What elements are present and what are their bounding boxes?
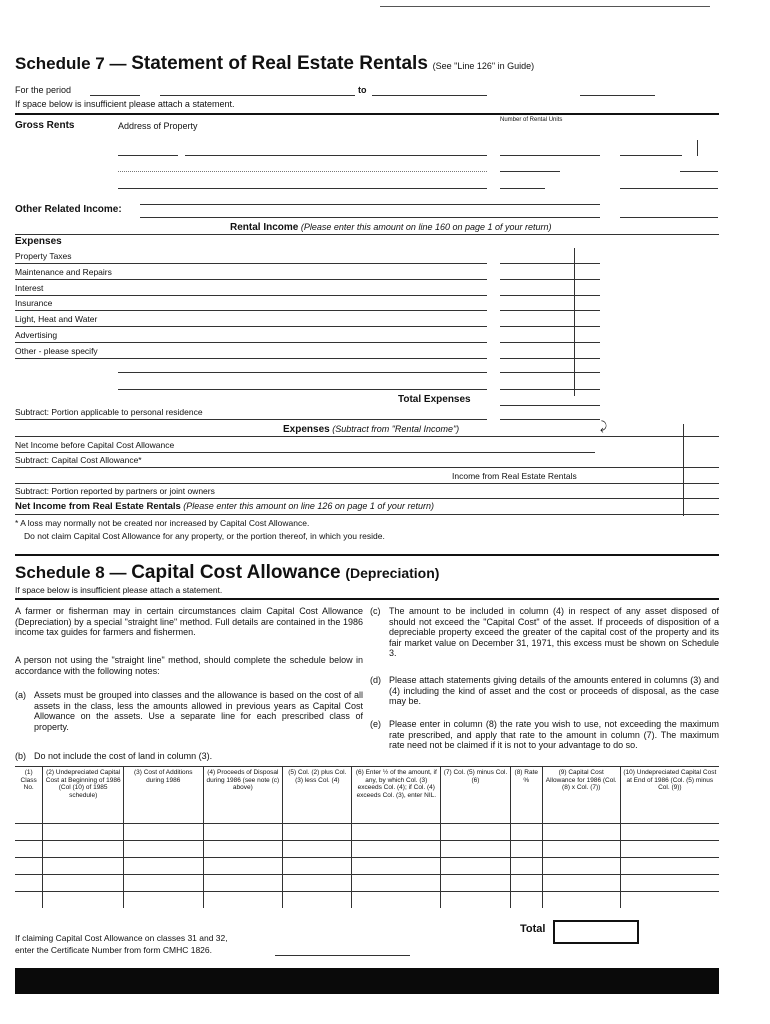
cca-cell[interactable]	[203, 875, 283, 892]
rental-income-note: (Please enter this amount on line 160 on page 1 of your return)	[300, 222, 552, 232]
schedule8-title-suffix: (Depreciation)	[345, 565, 440, 581]
expense-item-line[interactable]	[15, 310, 487, 311]
cca-cell[interactable]	[15, 824, 43, 841]
cca-cell[interactable]	[15, 841, 43, 858]
cca-cell[interactable]	[283, 892, 352, 909]
amount-column-divider	[683, 424, 684, 516]
other-amount-line-1[interactable]	[500, 372, 600, 373]
expense-item-label: Other - please specify	[15, 346, 98, 356]
other-income-label: Other Related Income:	[15, 204, 122, 215]
cca-row	[15, 875, 719, 892]
period-label: For the period	[15, 85, 72, 95]
note-a: Assets must be grouped into classes and the allowance is based on the cost of all assets in the class, less the amounts allowed in previous years as Capital Cost Allowance on the assets. Use a separate line for each prescribed class of property.	[34, 690, 363, 732]
cca-row	[15, 892, 719, 909]
cca-column-header: (9) Capital Cost Allowance for 1986 (Col. (8) x Col. (7))	[542, 767, 620, 824]
net-income-before-rule	[15, 452, 595, 453]
cca-cell[interactable]	[510, 841, 542, 858]
cca-column-header: (1) Class No.	[15, 767, 43, 824]
total-label: Total	[520, 923, 546, 935]
other-income-line[interactable]	[140, 217, 600, 218]
total-expenses-label: Total Expenses	[398, 394, 471, 405]
subtract-partners-label: Subtract: Portion reported by partners or joint owners	[15, 486, 215, 496]
cca-column-header: (4) Proceeds of Disposal during 1986 (see note (c) above)	[203, 767, 283, 824]
period-to-field[interactable]	[372, 95, 487, 96]
cca-cell[interactable]	[203, 858, 283, 875]
cca-cell[interactable]	[441, 875, 511, 892]
period-from-field-2[interactable]	[160, 95, 355, 96]
footnote-1: * A loss may normally not be created nor increased by Capital Cost Allowance.	[15, 518, 310, 528]
cca-cell[interactable]	[620, 841, 719, 858]
schedule8-header-rule	[15, 598, 719, 600]
cca-column-header: (10) Undepreciated Capital Cost at End of 1986 (Col. (5) minus Col. (9))	[620, 767, 719, 824]
units-line-3[interactable]	[500, 188, 545, 189]
cca-cell[interactable]	[15, 892, 43, 909]
expense-column-divider	[574, 248, 575, 396]
cca-cell[interactable]	[510, 858, 542, 875]
cca-cell[interactable]	[542, 841, 620, 858]
expense-item-label: Advertising	[15, 330, 58, 340]
cca-cell[interactable]	[542, 875, 620, 892]
other-specify-line-1[interactable]	[118, 372, 487, 373]
note-e: Please enter in column (8) the rate you wish to use, not exceeding the maximum rate prescribed, and apply that rate to the amount in column (7). The maximum rate need not be claimed if it is not to your advantage to do so.	[389, 719, 719, 750]
cca-cell[interactable]	[620, 892, 719, 909]
amount-line-1[interactable]	[620, 155, 682, 156]
net-income-label: Net Income from Real Estate Rentals	[15, 501, 181, 512]
cca-column-header: (5) Col. (2) plus Col. (3) less Col. (4)	[283, 767, 352, 824]
expense-item-label: Light, Heat and Water	[15, 314, 98, 324]
expense-item-amount[interactable]	[500, 295, 600, 296]
address-line-3[interactable]	[118, 188, 487, 189]
cca-row	[15, 841, 719, 858]
expense-item-amount[interactable]	[500, 263, 600, 264]
cca-cell[interactable]	[123, 841, 203, 858]
net-income-row	[15, 501, 434, 512]
note-d-label: (d)	[370, 675, 381, 685]
schedule7-number: Schedule 7 —	[15, 54, 132, 73]
cca-cell[interactable]	[441, 841, 511, 858]
schedule8-insufficient-note: If space below is insufficient please attach a statement.	[15, 585, 223, 595]
expenses-header: Expenses	[15, 236, 62, 247]
cca-cell[interactable]	[352, 841, 441, 858]
note-c-label: (c)	[370, 606, 381, 616]
schedule7-insufficient-note: If space below is insufficient please attach a statement.	[15, 99, 235, 109]
cca-row	[15, 824, 719, 841]
cca-cell[interactable]	[123, 824, 203, 841]
note-b: Do not include the cost of land in column (3).	[34, 751, 213, 761]
para-notes-intro: A person not using the "straight line" method, should complete the schedule below in accordance with the following notes:	[15, 655, 363, 676]
cca-cell[interactable]	[542, 892, 620, 909]
cca-cell[interactable]	[203, 892, 283, 909]
rental-income-label: Rental Income	[230, 222, 299, 233]
subtract-personal-amount[interactable]	[500, 419, 600, 420]
cca-column-header: (6) Enter ½ of the amount, if any, by which Col. (3) exceeds Col. (4); if Col. (4) exceeds Col. (3), enter NIL.	[352, 767, 441, 824]
other-income-line-a[interactable]	[140, 204, 600, 205]
net-income-note: (Please enter this amount on line 126 on page 1 of your return)	[183, 501, 434, 511]
expense-item-line[interactable]	[15, 279, 487, 280]
note-d: Please attach statements giving details of the amounts entered in columns (3) and (4) including the kind of asset and the cost or proceeds of disposal, as the case may be.	[389, 675, 719, 706]
schedule8-title	[15, 563, 439, 583]
period-from-field[interactable]	[90, 95, 140, 96]
schedule8-number: Schedule 8 —	[15, 563, 132, 582]
other-specify-line-2[interactable]	[118, 389, 487, 390]
cca-column-header: (2) Undepreciated Capital Cost at Beginning of 1986 (Col (10) of 1985 schedule)	[43, 767, 124, 824]
expense-item-amount[interactable]	[500, 279, 600, 280]
net-income-before-label: Net Income before Capital Cost Allowance	[15, 440, 175, 450]
expense-item-line[interactable]	[15, 342, 487, 343]
expense-item-amount[interactable]	[500, 342, 600, 343]
cca-row	[15, 858, 719, 875]
period-to-label: to	[358, 85, 367, 95]
cca-table	[15, 767, 719, 908]
cca-cell[interactable]	[283, 875, 352, 892]
cca-cell[interactable]	[43, 875, 124, 892]
schedule-divider	[15, 554, 719, 556]
other-amount-line-2[interactable]	[500, 389, 600, 390]
address-line-2[interactable]	[118, 171, 487, 172]
amount-line-2[interactable]	[680, 171, 718, 172]
schedule7-header-rule	[15, 113, 719, 115]
total-expenses-amount[interactable]	[500, 405, 600, 406]
cca-cell[interactable]	[441, 824, 511, 841]
cca-column-header: (8) Rate %	[510, 767, 542, 824]
cca-cell[interactable]	[283, 824, 352, 841]
cca-cell[interactable]	[283, 841, 352, 858]
address-line-1a[interactable]	[118, 155, 178, 156]
expenses-line	[283, 424, 459, 435]
expense-item-amount[interactable]	[500, 310, 600, 311]
expense-item-line[interactable]	[15, 263, 487, 264]
expense-item-amount[interactable]	[500, 326, 600, 327]
expense-item-label: Maintenance and Repairs	[15, 267, 112, 277]
schedule7-title	[15, 54, 534, 76]
gross-rents-label: Gross Rents	[15, 120, 75, 131]
para-straight-line: A farmer or fisherman may in certain circumstances claim Capital Cost Allowance (Depreciation) by a special "straight line" method. Full details are contained in the 1986 income tax guides for farmers and fishermen.	[15, 606, 363, 637]
cca-cell[interactable]	[352, 892, 441, 909]
income-from-rentals-rule	[15, 483, 719, 484]
cca-cell[interactable]	[123, 875, 203, 892]
cca-cell[interactable]	[15, 875, 43, 892]
cca-cell[interactable]	[43, 892, 124, 909]
cmhc-line-2: enter the Certificate Number from form CMHC 1826.	[15, 945, 212, 955]
cca-cell[interactable]	[620, 858, 719, 875]
address-line-1[interactable]	[185, 155, 487, 156]
expense-item-line[interactable]	[15, 295, 487, 296]
cmhc-line-1: If claiming Capital Cost Allowance on classes 31 and 32,	[15, 933, 228, 943]
top-edge-rule	[380, 6, 710, 7]
expense-item-label: Property Taxes	[15, 251, 72, 261]
other-income-amount[interactable]	[620, 217, 718, 218]
expense-item-amount[interactable]	[500, 358, 600, 359]
cca-cell[interactable]	[510, 892, 542, 909]
expense-item-line[interactable]	[15, 358, 487, 359]
cca-cell[interactable]	[542, 858, 620, 875]
footnote-2: Do not claim Capital Cost Allowance for any property, or the portion thereof, in which you reside.	[24, 531, 385, 541]
expense-item-line[interactable]	[15, 326, 487, 327]
subtract-cca-rule	[15, 467, 719, 468]
schedule8-title-main: Capital Cost Allowance	[131, 562, 341, 583]
units-line-2[interactable]	[500, 171, 560, 172]
cca-cell[interactable]	[441, 892, 511, 909]
subtract-partners-rule	[15, 498, 719, 499]
cca-cell[interactable]	[123, 892, 203, 909]
note-c: The amount to be included in column (4) in respect of any asset disposed of should not exceed the "Capital Cost" of the asset. If proceeds of disposition of a depreciable property exceed the greater of the capital cost of the property and its fair market value on December 31, 1971, this excess must be shown on Schedule 3.	[389, 606, 719, 658]
note-a-label: (a)	[15, 690, 26, 700]
net-income-rule	[15, 514, 719, 515]
subtract-personal-rule	[15, 419, 487, 420]
period-extra-field[interactable]	[580, 95, 655, 96]
cmhc-certificate-field[interactable]	[275, 955, 410, 956]
cca-cell[interactable]	[43, 858, 124, 875]
amount-tick-1	[697, 140, 698, 156]
total-amount-box[interactable]	[553, 920, 639, 944]
cca-column-header: (7) Col. (5) minus Col. (6)	[441, 767, 511, 824]
cca-cell[interactable]	[620, 824, 719, 841]
note-b-label: (b)	[15, 751, 26, 761]
cca-cell[interactable]	[203, 841, 283, 858]
amount-line-3[interactable]	[620, 188, 718, 189]
arrow-icon: ⤸	[600, 419, 608, 433]
income-from-rentals-label: Income from Real Estate Rentals	[452, 471, 577, 481]
cca-cell[interactable]	[15, 858, 43, 875]
schedule7-title-main: Statement of Real Estate Rentals	[131, 53, 428, 74]
cca-column-header: (3) Cost of Additions during 1986	[123, 767, 203, 824]
expenses-line-label: Expenses	[283, 424, 330, 435]
cca-cell[interactable]	[510, 824, 542, 841]
address-header: Address of Property	[118, 121, 198, 131]
expenses-line-rule	[15, 436, 719, 437]
cca-cell[interactable]	[123, 858, 203, 875]
cca-header-row	[15, 767, 719, 824]
rental-units-header: Number of Rental Units	[500, 117, 563, 123]
cca-cell[interactable]	[352, 824, 441, 841]
cca-cell[interactable]	[43, 841, 124, 858]
cca-cell[interactable]	[283, 858, 352, 875]
cca-cell[interactable]	[441, 858, 511, 875]
subtract-personal-label: Subtract: Portion applicable to personal residence	[15, 407, 203, 417]
note-e-label: (e)	[370, 719, 381, 729]
units-line-1[interactable]	[500, 155, 600, 156]
cca-cell[interactable]	[352, 875, 441, 892]
cca-cell[interactable]	[510, 875, 542, 892]
bottom-bar	[15, 968, 719, 994]
cca-cell[interactable]	[352, 858, 441, 875]
cca-cell[interactable]	[43, 824, 124, 841]
expense-item-label: Insurance	[15, 298, 53, 308]
schedule7-title-note: (See "Line 126" in Guide)	[432, 61, 535, 71]
rental-income-rule	[15, 234, 719, 235]
cca-cell[interactable]	[620, 875, 719, 892]
rental-income-row	[230, 222, 552, 233]
expense-item-label: Interest	[15, 283, 44, 293]
subtract-cca-label: Subtract: Capital Cost Allowance*	[15, 455, 142, 465]
expenses-line-note: (Subtract from "Rental Income")	[332, 424, 460, 434]
cca-cell[interactable]	[542, 824, 620, 841]
cca-cell[interactable]	[203, 824, 283, 841]
